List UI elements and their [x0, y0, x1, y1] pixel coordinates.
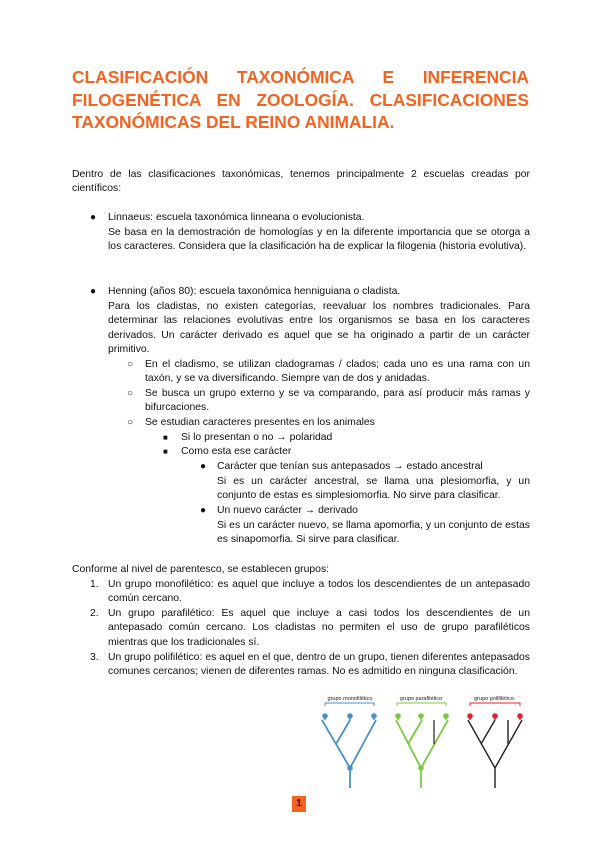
circle-bullet: ○ [127, 417, 134, 428]
square-bullet: ■ [163, 447, 168, 456]
henning-sub-1: En el cladismo, se utilizan cladogramas / clados; cada uno es una rama con un taxón, y se va diversificando. Siempre van de dos y anidadas. [145, 359, 530, 385]
bullet-dot: ● [90, 212, 97, 223]
henning-sub-2: Se busca un grupo externo y se va comparando, para así producir más ramas y bifurcaciones. [145, 388, 530, 414]
node-dot [443, 713, 449, 719]
bullet-dot: ● [200, 505, 207, 516]
node-dot [418, 713, 424, 719]
node-dot [517, 713, 523, 719]
list-item: Un grupo parafilético: Es aquel que incluye a casi todos los descendientes de un antepasado común cercano. Los cladistas no permiten el uso de grupo parafiléticos mientras que los tradicionales sí. [108, 608, 530, 648]
node-dot [347, 765, 353, 771]
cladogram-figure [310, 690, 530, 790]
list-number: 3. [90, 652, 99, 663]
node-dot [322, 713, 328, 719]
label-monophyletic: grupo monofilético [327, 696, 373, 702]
henning-dot-2-head: Un nuevo carácter → derivado [217, 505, 358, 516]
node-dot [347, 713, 353, 719]
label-paraphyletic: grupo parafilético [399, 696, 443, 702]
label-polyphyletic: grupo polifilético [474, 696, 514, 702]
list-item: Un grupo monofilético: es aquel que incluye a todos los descendientes de un antepasado común cercano. [108, 579, 530, 605]
henning-dot-1-body: Si es un carácter ancestral, se llama una plesiomorfia, y un conjunto de estas es simplesiomorfia. No sirve para clasificar. [217, 476, 530, 502]
node-dot [395, 713, 401, 719]
linnaeus-body: Se basa en la demostración de homologías y en la diferente importancia que se otorga a los caracteres. Considera que la clasificación ha de explicar la filogenia (historia evolutiva). [108, 227, 530, 253]
page-number: 1 [292, 796, 306, 812]
circle-bullet: ○ [127, 388, 134, 399]
title-line-2: FILOGENÉTICA EN ZOOLOGÍA. CLASIFICACIONES [72, 89, 529, 110]
circle-bullet: ○ [127, 359, 134, 370]
henning-dot-1-head: Carácter que tenían sus antepasados → estado ancestral [217, 461, 483, 472]
henning-dot-2-body: Si es un carácter nuevo, se llama apomorfia, y un conjunto de estas es sinapomorfia. Si sirve para clasificar. [217, 520, 530, 546]
henning-sub-3: Se estudian caracteres presentes en los animales [145, 417, 375, 428]
square-bullet: ■ [163, 433, 168, 442]
page-title [72, 66, 529, 134]
node-dot [371, 713, 377, 719]
henning-sq-2: Como esta ese carácter [181, 446, 292, 457]
bullet-dot: ● [200, 461, 207, 472]
node-dot [418, 765, 424, 771]
para-tree [395, 703, 449, 788]
title-line-3: TAXONÓMICAS DEL REINO ANIMALIA. [72, 112, 395, 132]
node-dot [492, 713, 498, 719]
list-number: 1. [90, 579, 99, 590]
henning-body: Para los cladistas, no existen categorías, reevaluar los nombres tradicionales. Para determinar las relaciones evolutivas entre los organismos se basa en los caracteres derivados. Un carácter derivado es aquel que se ha originado a partir de un carácter primitivo. [108, 301, 530, 356]
intro-paragraph: Dentro de las clasificaciones taxonómicas, tenemos principalmente 2 escuelas creadas por científicos: [72, 169, 530, 195]
mono-tree [322, 703, 377, 788]
poli-tree [467, 703, 523, 788]
list-item: Un grupo polifilético: es aquel en el que, dentro de un grupo, tienen diferentes antepasados comunes cercanos; vienen de diferentes ramas. No es admitido en ninguna clasificación. [108, 652, 530, 678]
list-number: 2. [90, 608, 99, 619]
node-dot [467, 713, 473, 719]
bullet-dot: ● [90, 286, 97, 297]
linnaeus-heading: Linnaeus: escuela taxonómica linneana o evolucionista. [108, 212, 365, 223]
title-line-1: CLASIFICACIÓN TAXONÓMICA E INFERENCIA [72, 67, 529, 87]
henning-sq-1: Si lo presentan o no → polaridad [181, 432, 333, 443]
groups-intro: Conforme al nivel de parentesco, se establecen grupos: [72, 564, 330, 575]
henning-heading: Henning (años 80): escuela taxonómica henniguiana o cladista. [108, 286, 401, 297]
